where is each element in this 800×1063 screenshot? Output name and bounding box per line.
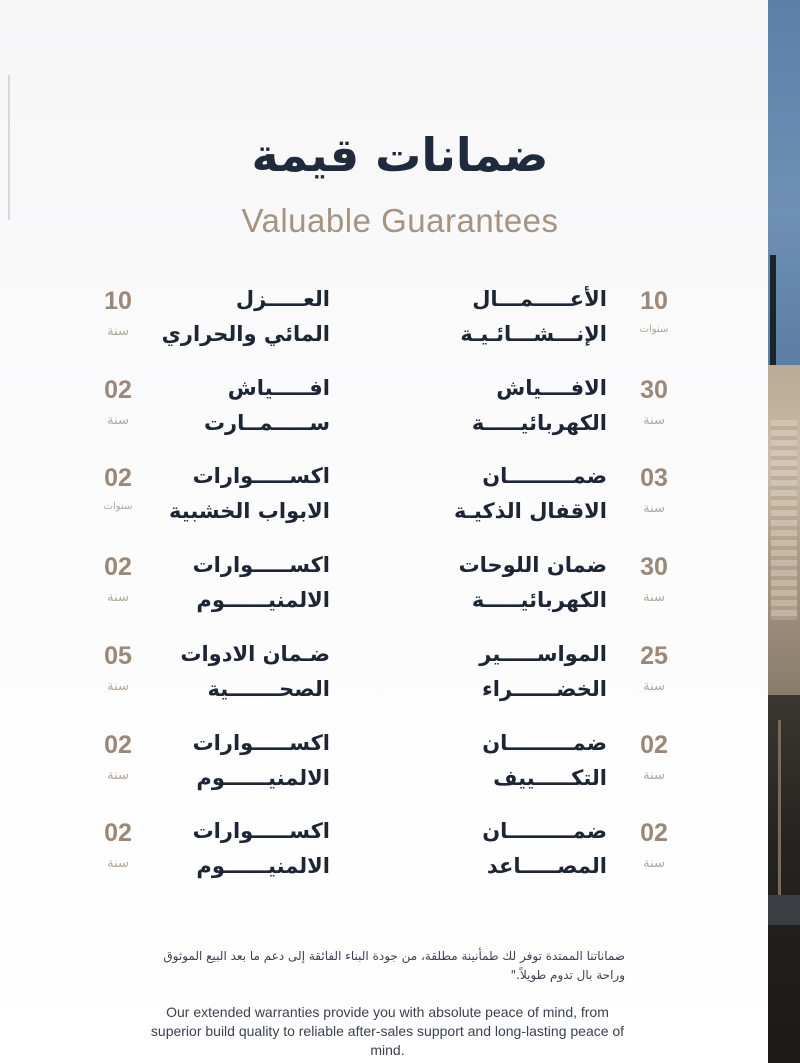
guarantee-years-unit: سنوات <box>639 324 669 335</box>
guarantee-label <box>432 459 607 529</box>
guarantee-years-unit: سنوات <box>103 501 133 513</box>
guarantee-years-unit: سنة <box>643 767 665 783</box>
guarantee-years-unit: سنة <box>643 501 665 517</box>
guarantee-years-value: 02 <box>104 464 132 493</box>
guarantee-years-unit: سنة <box>643 412 665 428</box>
guarantee-label-line-2: الإنـــشـــائـيـة <box>460 322 607 346</box>
guarantee-label <box>155 459 330 529</box>
guarantee-label <box>155 371 330 441</box>
guarantee-years-value: 02 <box>640 730 668 759</box>
guarantee-years-value: 03 <box>640 464 668 493</box>
guarantee-label-line-1: ضمان اللوحات <box>458 553 607 578</box>
guarantee-years-value: 10 <box>640 287 668 315</box>
guarantee-label-line-1: الافــــياش <box>496 375 607 400</box>
guarantee-label-line-2: الاقفال الذكيـة <box>453 499 607 524</box>
guarantee-years-value: 02 <box>104 730 132 759</box>
guarantee-years-value: 02 <box>104 819 132 848</box>
description-arabic: ضماناتنا الممتدة توفر لك طمأنينة مطلقة، من جودة البناء الفائقة إلى دعم ما بعد البيع الموثوق وراحة بال تدوم طويلاً." <box>163 949 625 982</box>
page-title-english: Valuable Guarantees <box>241 202 559 239</box>
guarantee-label <box>155 548 330 618</box>
guarantee-years-unit: سنة <box>643 856 665 872</box>
guarantee-label <box>432 814 607 884</box>
guarantee-years-value: 02 <box>104 553 132 582</box>
guarantee-label-line-1: ضمـــــــــان <box>482 730 607 755</box>
guarantee-label-line-1: افـــــياش <box>227 375 330 400</box>
guarantee-label-line-1: اكســـــوارات <box>192 819 330 844</box>
guarantee-years-value: 02 <box>104 375 132 404</box>
guarantee-label-line-2: الخضــــــراء <box>482 676 607 701</box>
guarantee-label-line-1: العـــــزل <box>235 287 330 311</box>
guarantee-years-value: 10 <box>104 287 132 315</box>
guarantee-years-unit: سنة <box>107 856 129 872</box>
guarantee-label <box>432 548 607 618</box>
guarantee-label-line-2: الالمنيــــــوم <box>196 854 330 879</box>
guarantee-label-line-2: التكـــــييف <box>493 765 607 790</box>
guarantee-label <box>155 282 330 352</box>
guarantee-years-value: 02 <box>640 819 668 848</box>
guarantee-label-line-2: ســـــمــارت <box>203 410 330 435</box>
guarantee-label-line-2: الالمنيــــــوم <box>196 588 330 613</box>
guarantee-label <box>155 726 330 796</box>
guarantee-years-value: 30 <box>640 375 668 404</box>
guarantee-label-line-1: ضمـــــــــان <box>482 464 607 489</box>
description-english: Our extended warranties provide you with absolute peace of mind, from superior build quality to reliable after-sales support and long-lasting peace of mind. <box>150 1004 625 1058</box>
guarantee-label <box>155 814 330 884</box>
guarantee-label <box>155 637 330 707</box>
guarantee-label <box>432 371 607 441</box>
guarantee-years-unit: سنة <box>107 678 129 694</box>
guarantee-label-line-2: الصحـــــــية <box>207 676 330 701</box>
guarantee-years-unit: سنة <box>107 590 129 606</box>
guarantee-years-value: 30 <box>640 553 668 582</box>
guarantee-years-unit: سنة <box>643 590 665 606</box>
guarantee-label-line-1: اكســـــوارات <box>192 553 330 578</box>
guarantee-label-line-2: الابواب الخشبية <box>169 499 330 524</box>
guarantee-label-line-1: اكســـــوارات <box>192 464 330 489</box>
guarantee-label-line-1: اكســـــوارات <box>192 730 330 755</box>
guarantee-years-unit: سنة <box>107 767 129 783</box>
guarantee-label <box>432 637 607 707</box>
guarantee-years-unit: سنة <box>643 678 665 694</box>
guarantee-years-unit: سنة <box>107 412 129 428</box>
guarantee-label <box>432 726 607 796</box>
guarantee-label-line-2: المائي والحراري <box>161 322 330 346</box>
guarantee-label-line-1: المواســـــير <box>479 641 607 666</box>
guarantee-label-line-2: الكهربائيـــــة <box>471 588 607 613</box>
guarantee-label-line-2: الالمنيــــــوم <box>196 765 330 790</box>
guarantee-label <box>432 282 607 352</box>
guarantee-years-unit: سنة <box>107 324 129 339</box>
guarantee-years-value: 25 <box>640 641 668 670</box>
page-title-arabic: ضمانات قيمة <box>251 128 549 182</box>
guarantee-label-line-1: الأعـــــمـــال <box>472 287 607 311</box>
guarantee-label-line-2: المصـــــاعد <box>486 854 607 879</box>
guarantee-label-line-2: الكهربائيـــــة <box>471 410 607 435</box>
guarantee-years-value: 05 <box>104 641 132 670</box>
guarantee-label-line-1: ضمـــــــــان <box>482 819 607 844</box>
guarantee-label-line-1: ضـمان الادوات <box>180 641 330 666</box>
